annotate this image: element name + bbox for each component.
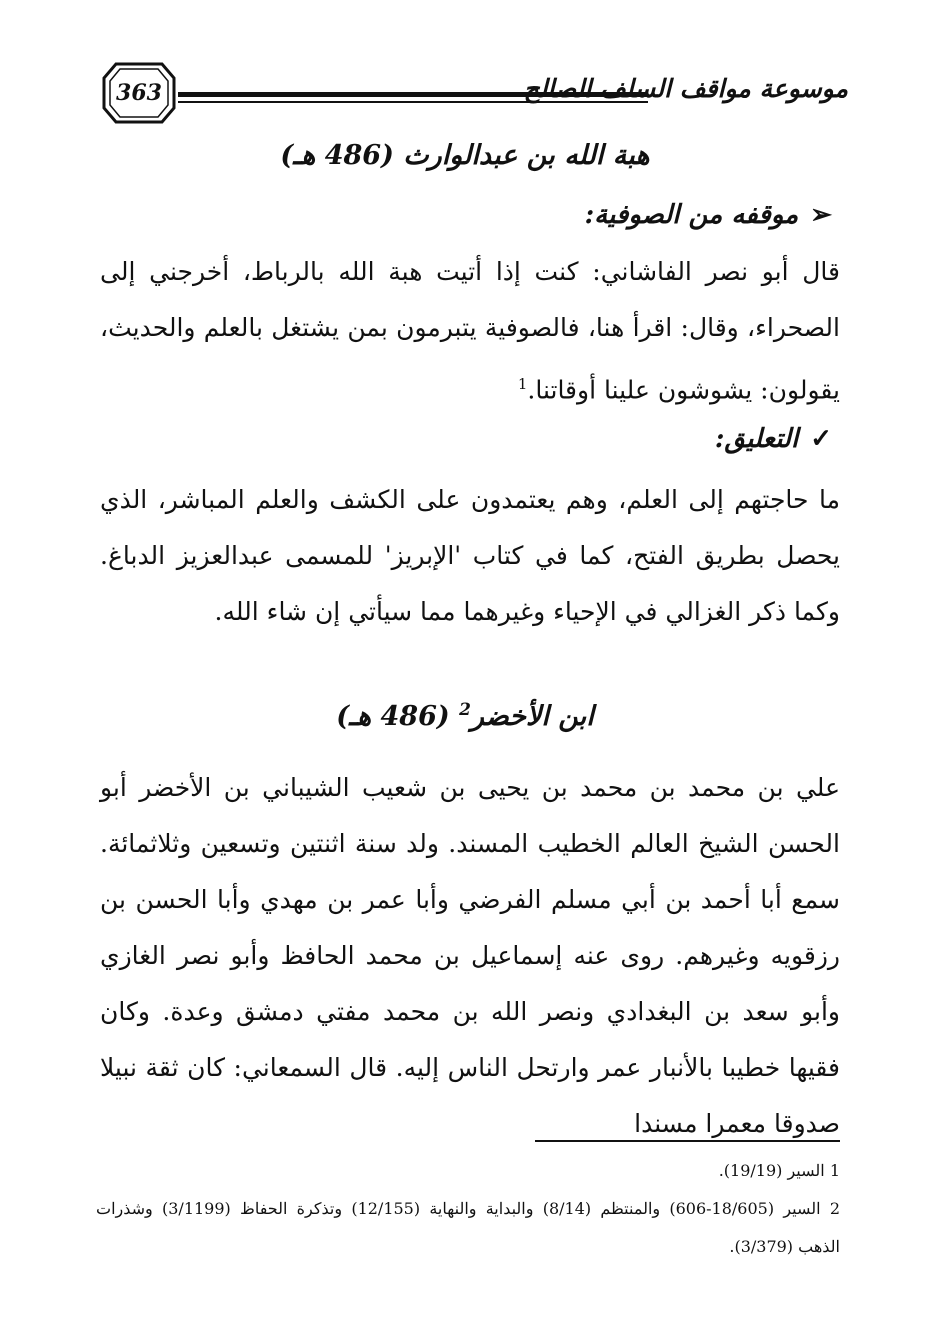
page-header bbox=[96, 58, 848, 128]
heading-footnote-ref: 2 bbox=[459, 700, 471, 720]
biography-text: علي بن محمد بن محمد بن يحيى بن شعيب الشيباني بن الأخضر أبو الحسن الشيخ العالم الخطيب المسند. ولد سنة اثنتين وتسعين وثلاثمائة. سمع أبا أحمد بن أبي مسلم الفرضي وأبا عمر بن مهدي وأبا الحسن بن رزقويه وغيرهم. روى عنه إسماعيل بن محمد الحافظ وأبو نصر الغازي وأبو سعد بن البغدادي ونصر الله بن محمد مفتي دمشق وعدة. وكان فقيها خطيبا بالأنبار عمر وارتحل الناس إليه. قال السمعاني: كان ثقة نبيلا صدوقا معمرا مسندا bbox=[100, 773, 840, 1138]
biography-paragraph bbox=[100, 760, 840, 1152]
footnote-1: 1 السير (19/19). bbox=[718, 1161, 840, 1180]
heading-name: ابن الأخضر bbox=[470, 701, 594, 732]
comment-heading bbox=[715, 424, 832, 454]
arrow-bullet-icon: ➢ bbox=[810, 200, 832, 230]
footnote-ref: 1 bbox=[517, 375, 528, 393]
checkmark-icon: ✓ bbox=[810, 424, 832, 454]
page-number-badge bbox=[102, 62, 176, 124]
page-number: 363 bbox=[116, 80, 162, 106]
footnotes bbox=[96, 1152, 840, 1266]
footnote-separator bbox=[535, 1140, 840, 1142]
heading-date: (486 هـ) bbox=[336, 701, 450, 732]
paragraph bbox=[100, 244, 840, 418]
comment-heading-text: التعليق: bbox=[714, 424, 799, 454]
subheading bbox=[585, 200, 832, 230]
section-heading: هبة الله بن عبدالوارث (486 هـ) bbox=[280, 140, 650, 171]
subheading-text: موقفه من الصوفية: bbox=[584, 200, 799, 230]
series-title: موسوعة مواقف السلف الصالح bbox=[523, 74, 848, 103]
comment-text: ما حاجتهم إلى العلم، وهم يعتمدون على الكشف والعلم المباشر، الذي يحصل بطريق الفتح، كما في كتاب 'الإبريز' للمسمى عبدالعزيز الدباغ. وكما ذكر الغزالي في الإحياء وغيرهما مما سيأتي إن شاء الله. bbox=[100, 485, 840, 626]
comment-paragraph bbox=[100, 472, 840, 640]
paragraph-text: قال أبو نصر الفاشاني: كنت إذا أتيت هبة الله بالرباط، أخرجني إلى الصحراء، وقال: اقرأ هنا، فالصوفية يتبرمون بمن يشتغل بالعلم والحديث، يقولون: يشوشون علينا أوقاتنا. bbox=[100, 257, 840, 405]
section-heading-2 bbox=[100, 700, 830, 732]
footnote-2: 2 السير (18/605-606) والمنتظم (8/14) والبداية والنهاية (12/155) وتذكرة الحفاظ (3/1199) وشذرات الذهب (3/379). bbox=[96, 1199, 840, 1256]
